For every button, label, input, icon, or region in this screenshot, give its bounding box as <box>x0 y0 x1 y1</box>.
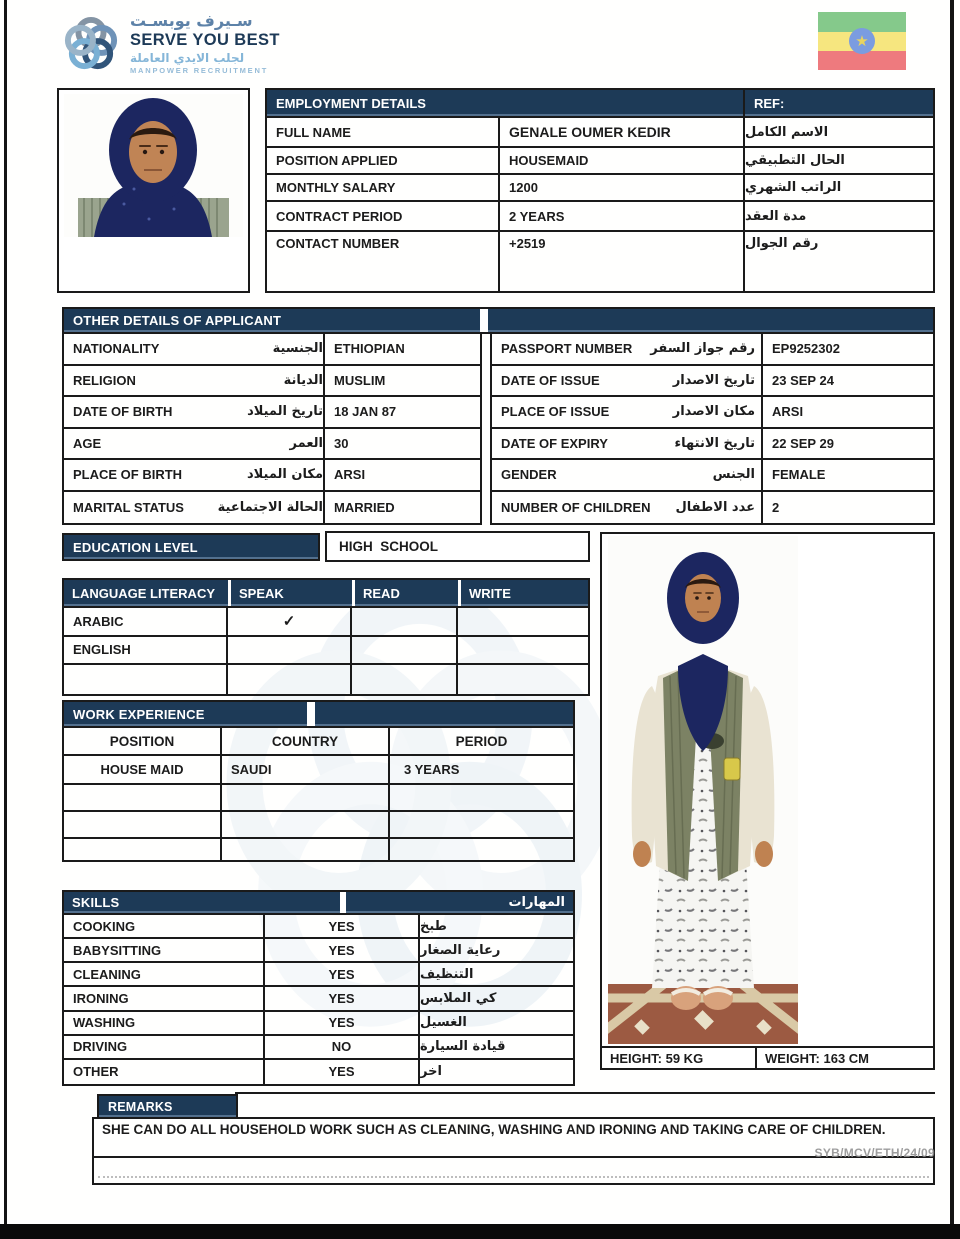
remarks-title: REMARKS <box>97 1094 238 1119</box>
employment-row-arabic: رقم الجوال <box>745 236 819 251</box>
skills-arabic-title: المهارات <box>508 895 565 910</box>
skill-label: BABYSITTING <box>64 939 265 963</box>
other-details-left-table <box>62 332 482 525</box>
language-col-header: READ <box>352 580 458 606</box>
detail-value: MUSLIM <box>325 366 480 398</box>
education-level-label: EDUCATION LEVEL <box>62 533 320 561</box>
skill-value: NO <box>265 1036 420 1060</box>
detail-label: DATE OF ISSUE <box>501 372 600 388</box>
skills-header <box>64 892 573 915</box>
detail-value: 22 SEP 29 <box>763 429 933 461</box>
detail-arabic: الجنس <box>712 467 755 483</box>
detail-arabic: تاريخ الميلاد <box>247 404 323 420</box>
flag-emblem <box>849 28 875 54</box>
weight-value: WEIGHT: 163 CM <box>765 1050 870 1066</box>
brand-text-block <box>130 11 380 76</box>
work-country <box>222 839 390 860</box>
detail-value: ARSI <box>325 460 480 492</box>
work-experience-table <box>62 700 575 862</box>
work-col-header: PERIOD <box>390 728 573 756</box>
write-cell <box>458 665 588 694</box>
detail-value: MARRIED <box>334 499 395 515</box>
detail-value: 2 <box>772 499 780 515</box>
skill-value: YES <box>265 963 420 987</box>
skill-arabic: التنظيف <box>420 963 573 987</box>
skill-value: YES <box>265 1060 420 1084</box>
detail-label: NATIONALITY <box>73 341 160 357</box>
language-col-header: LANGUAGE LITERACY <box>64 580 228 606</box>
work-position <box>64 839 222 860</box>
skill-arabic: قيادة السيارة <box>420 1036 573 1060</box>
detail-arabic: تاريخ الاصدار <box>672 372 755 388</box>
brand-name: SERVE YOU BEST <box>130 31 280 49</box>
other-details-title: OTHER DETAILS OF APPLICANT <box>73 313 282 328</box>
fullbody-photo-area <box>602 534 933 1048</box>
skill-arabic: كي الملابس <box>420 987 573 1011</box>
remarks-empty-box <box>92 1156 935 1185</box>
speak-cell <box>228 637 352 666</box>
employment-row-value: HOUSEMAID <box>500 148 745 175</box>
detail-value: EP9252302 <box>763 334 933 366</box>
ethiopia-flag <box>818 12 906 70</box>
employment-row-label: CONTRACT PERIOD <box>267 202 500 232</box>
skill-label: WASHING <box>64 1012 265 1036</box>
scan-right-edge-line <box>950 0 954 1239</box>
detail-label: PLACE OF ISSUE <box>501 404 610 420</box>
scan-left-edge-line <box>4 0 7 1239</box>
work-experience-title: WORK EXPERIENCE <box>73 706 205 722</box>
speak-checkmark: ✓ <box>228 608 352 637</box>
speak-cell <box>228 665 352 694</box>
write-cell <box>458 608 588 637</box>
employment-row-label: MONTHLY SALARY <box>267 175 500 202</box>
employment-row-value: 1200 <box>500 175 745 202</box>
detail-value: ARSI <box>763 397 933 429</box>
work-period <box>390 812 573 839</box>
work-country: SAUDI <box>222 756 390 785</box>
height-value: HEIGHT: 59 KG <box>602 1048 757 1068</box>
work-period <box>390 785 573 812</box>
language-col-header: SPEAK <box>228 580 352 606</box>
language-name: ENGLISH <box>64 637 228 666</box>
work-position <box>64 812 222 839</box>
read-cell <box>352 608 458 637</box>
detail-value: FEMALE <box>763 460 933 492</box>
skill-value: YES <box>265 939 420 963</box>
skill-label: COOKING <box>64 915 265 939</box>
skill-value: YES <box>265 915 420 939</box>
read-cell <box>352 665 458 694</box>
detail-label: DATE OF EXPIRY <box>501 435 608 451</box>
flag-star-icon: ★ <box>855 32 869 50</box>
work-country <box>222 812 390 839</box>
skill-label: IRONING <box>64 987 265 1011</box>
applicant-portrait-photo <box>64 94 243 237</box>
detail-value: 23 SEP 24 <box>763 366 933 398</box>
scan-bottom-bar <box>0 1224 960 1239</box>
document-ref-code: SYB/MCV/ETH/24/09 <box>814 1146 935 1160</box>
detail-label: PASSPORT NUMBER <box>501 341 633 357</box>
education-level-value: HIGH SCHOOL <box>325 531 590 562</box>
skills-table <box>62 890 575 1086</box>
detail-arabic: الحالة الاجتماعية <box>217 499 323 515</box>
skill-label: OTHER <box>64 1060 265 1084</box>
detail-arabic: رقم جواز السفر <box>650 341 755 357</box>
work-period: 3 YEARS <box>390 756 573 785</box>
language-col-header: WRITE <box>458 580 588 606</box>
skill-label: CLEANING <box>64 963 265 987</box>
skill-arabic: رعاية الصغار <box>420 939 573 963</box>
write-cell <box>458 637 588 666</box>
employment-row-arabic: الاسم الكامل <box>745 118 933 148</box>
employment-row-label: FULL NAME <box>267 118 500 148</box>
remarks-text: SHE CAN DO ALL HOUSEHOLD WORK SUCH AS CLEANING, WASHING AND IRONING AND TAKING CARE OF CHILDREN. <box>102 1122 886 1137</box>
portrait-photo-frame <box>57 88 250 293</box>
detail-arabic: تاريخ الانتهاء <box>674 435 755 451</box>
work-experience-header <box>64 702 573 728</box>
employment-row-arabic: مدة العقد <box>745 202 933 232</box>
employment-row-label: POSITION APPLIED <box>267 148 500 175</box>
detail-value: ETHIOPIAN <box>325 334 480 366</box>
skill-label: DRIVING <box>64 1036 265 1060</box>
ref-label: REF: <box>745 90 933 116</box>
employment-row-arabic: الراتب الشهري <box>745 175 933 202</box>
detail-value: 30 <box>325 429 480 461</box>
brand-arabic-tagline: لجلب الايدي العاملة <box>130 51 245 65</box>
employment-row-value: +2519 <box>500 232 745 291</box>
other-details-right-table <box>490 332 935 525</box>
employment-table <box>265 88 935 293</box>
detail-arabic: الديانة <box>283 372 323 388</box>
detail-label: GENDER <box>501 467 557 483</box>
detail-arabic: مكان الميلاد <box>246 467 323 483</box>
applicant-fullbody-photo <box>608 536 798 1044</box>
fullbody-photo-panel <box>600 532 935 1070</box>
work-position: HOUSE MAID <box>64 756 222 785</box>
detail-label: RELIGION <box>73 372 136 388</box>
brand-tagline: MANPOWER RECRUITMENT <box>130 66 269 75</box>
employment-section-title: EMPLOYMENT DETAILS <box>267 90 745 116</box>
detail-arabic: العمر <box>289 435 323 451</box>
detail-value: 18 JAN 87 <box>325 397 480 429</box>
skill-arabic: الغسيل <box>420 1012 573 1036</box>
skill-value: YES <box>265 987 420 1011</box>
work-period <box>390 839 573 860</box>
metrics-row <box>602 1048 933 1068</box>
language-name <box>64 665 228 694</box>
employment-row-arabic: الحال التطبيقي <box>745 148 933 175</box>
remarks-top-line <box>235 1092 935 1094</box>
employment-row-value: 2 YEARS <box>500 202 745 232</box>
skill-arabic: اخر <box>420 1064 442 1080</box>
other-details-header <box>62 307 935 334</box>
skills-title: SKILLS <box>72 895 120 910</box>
language-literacy-table <box>62 578 590 696</box>
employment-row-label: CONTACT NUMBER <box>267 232 500 291</box>
skill-arabic: طبخ <box>420 915 573 939</box>
detail-arabic: مكان الاصدار <box>672 404 755 420</box>
detail-arabic: عدد الاطفال <box>675 499 755 515</box>
skill-value: YES <box>265 1012 420 1036</box>
detail-label: DATE OF BIRTH <box>73 404 173 420</box>
read-cell <box>352 637 458 666</box>
work-position <box>64 785 222 812</box>
work-country <box>222 785 390 812</box>
detail-label: MARITAL STATUS <box>73 499 184 515</box>
brand-arabic-name: سـيرف يوبسـت <box>130 11 253 30</box>
language-name: ARABIC <box>64 608 228 637</box>
detail-label: PLACE OF BIRTH <box>73 467 183 483</box>
employment-row-value: GENALE OUMER KEDIR <box>500 118 745 148</box>
work-col-header: POSITION <box>64 728 222 756</box>
detail-label: NUMBER OF CHILDREN <box>501 499 651 515</box>
work-col-header: COUNTRY <box>222 728 390 756</box>
detail-label: AGE <box>73 435 102 451</box>
detail-arabic: الجنسية <box>272 341 323 357</box>
brand-logo-icon <box>58 12 124 78</box>
